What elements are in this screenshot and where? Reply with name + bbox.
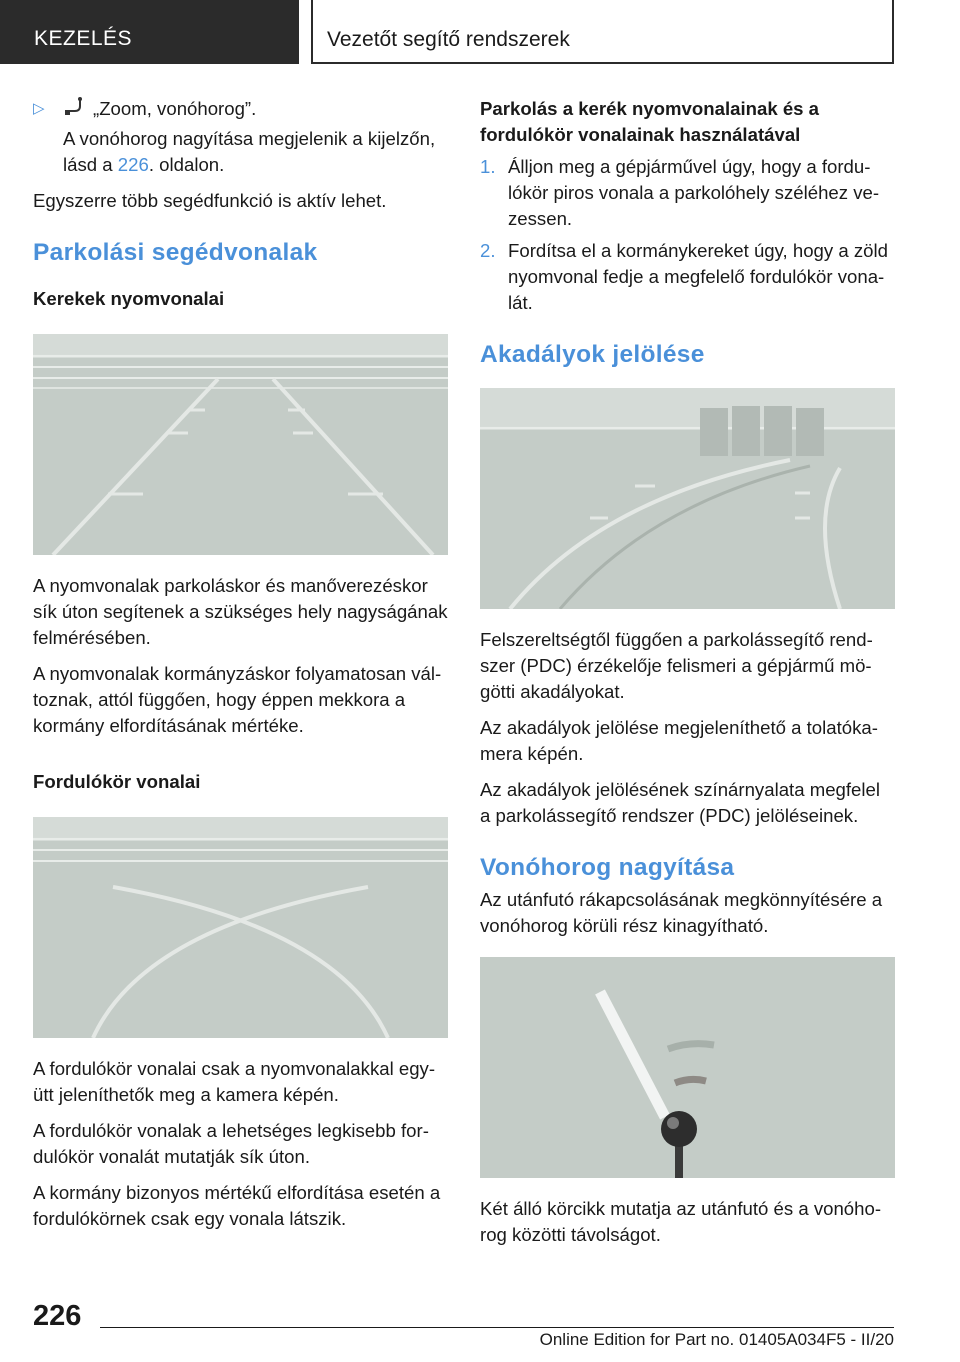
header-section-label: KEZELÉS (34, 27, 133, 50)
turning-circle-heading: Fordulókör vonalai (33, 771, 201, 792)
step-item (480, 154, 895, 232)
step-number: 1. (480, 156, 496, 177)
header-chapter-box (311, 0, 894, 64)
wheel-track-figure (33, 334, 448, 555)
hitch-zoom-p1: Az utánfutó rákapcsolásának megkönnyítésére a vonóhorog körüli rész kinagyítható. (480, 889, 883, 936)
left-column (33, 96, 448, 1242)
header-section-tab (0, 0, 299, 64)
turning-circle-p3: A kormány bizonyos mértékű elfordítása esetén a fordulókörnek csak egy vonala látszik. (33, 1182, 441, 1229)
zoom-bullet-text: „Zoom, vonóhorog”. (93, 98, 257, 119)
footer-edition: Online Edition for Part no. 01405A034F5 - II/20 (539, 1330, 894, 1349)
multi-function-note: Egyszerre több segédfunkció is aktív lehet. (33, 190, 387, 211)
tow-hook-icon (63, 96, 85, 118)
hitch-zoom-p2: Két álló körcikk mutatja az utánfutó és a vonóhorog közötti távolságot. (480, 1198, 882, 1245)
turning-circle-p1: A fordulókör vonalai csak a nyomvonalakkal együtt jeleníthetők meg a kamera képén. (33, 1058, 436, 1105)
parking-lines-heading: Parkolási segédvonalak (33, 239, 318, 266)
obstacle-p1: Felszereltségtől függően a parkolássegítő rendszer (PDC) érzékelője felismeri a gépjármű mögötti akadályokat. (480, 629, 873, 702)
hitch-zoom-figure (480, 957, 895, 1178)
wheel-track-heading: Kerekek nyomvonalai (33, 288, 225, 309)
page-link[interactable]: 226 (117, 154, 149, 175)
obstacle-figure (480, 388, 895, 609)
wheel-track-p1: A nyomvonalak parkoláskor és manőverezéskor sík úton segítenek a szükséges hely nagyságának felmérésében. (33, 575, 448, 648)
step-number: 2. (480, 240, 496, 261)
hitch-zoom-heading: Vonóhorog nagyítása (480, 854, 735, 881)
wheel-track-p2: A nyomvonalak kormányzáskor folyamatosan változnak, attól függően, hogy éppen mekkora a kormány elfordításának mértéke. (33, 663, 442, 736)
zoom-bullet (33, 96, 448, 122)
obstacle-p2: Az akadályok jelölése megjeleníthető a tolatókamera képén. (480, 717, 878, 764)
turning-circle-figure (33, 817, 448, 1038)
parking-usage-heading: Parkolás a kerék nyomvonalainak és a fordulókör vonalainak használatával (480, 98, 820, 145)
step-text: Álljon meg a gépjárművel úgy, hogy a fordulókör piros vonala a parkolóhely széléhez vezessen. (508, 156, 880, 229)
turning-circle-p2: A fordulókör vonalak a lehetséges legkisebb fordulókör vonalát mutatják sík úton. (33, 1120, 429, 1167)
triangle-bullet-icon: ▷ (33, 100, 45, 117)
right-column (480, 96, 895, 1258)
footer-divider (100, 1327, 894, 1328)
step-item (480, 238, 895, 316)
obstacle-heading: Akadályok jelölése (480, 341, 705, 368)
step-text: Fordítsa el a kormánykereket úgy, hogy a zöld nyomvonal fedje a megfelelő fordulókör vonalát. (508, 240, 888, 313)
zoom-description: A vonóhorog nagyítása megjelenik a kijelzőn, lásd a 226. oldalon. (63, 128, 436, 175)
header-chapter-label: Vezetőt segítő rendszerek (327, 28, 570, 51)
obstacle-p3: Az akadályok jelölésének színárnyalata megfelel a parkolássegítő rendszer (PDC) jelöléseinek. (480, 779, 880, 826)
page-number: 226 (33, 1300, 82, 1332)
